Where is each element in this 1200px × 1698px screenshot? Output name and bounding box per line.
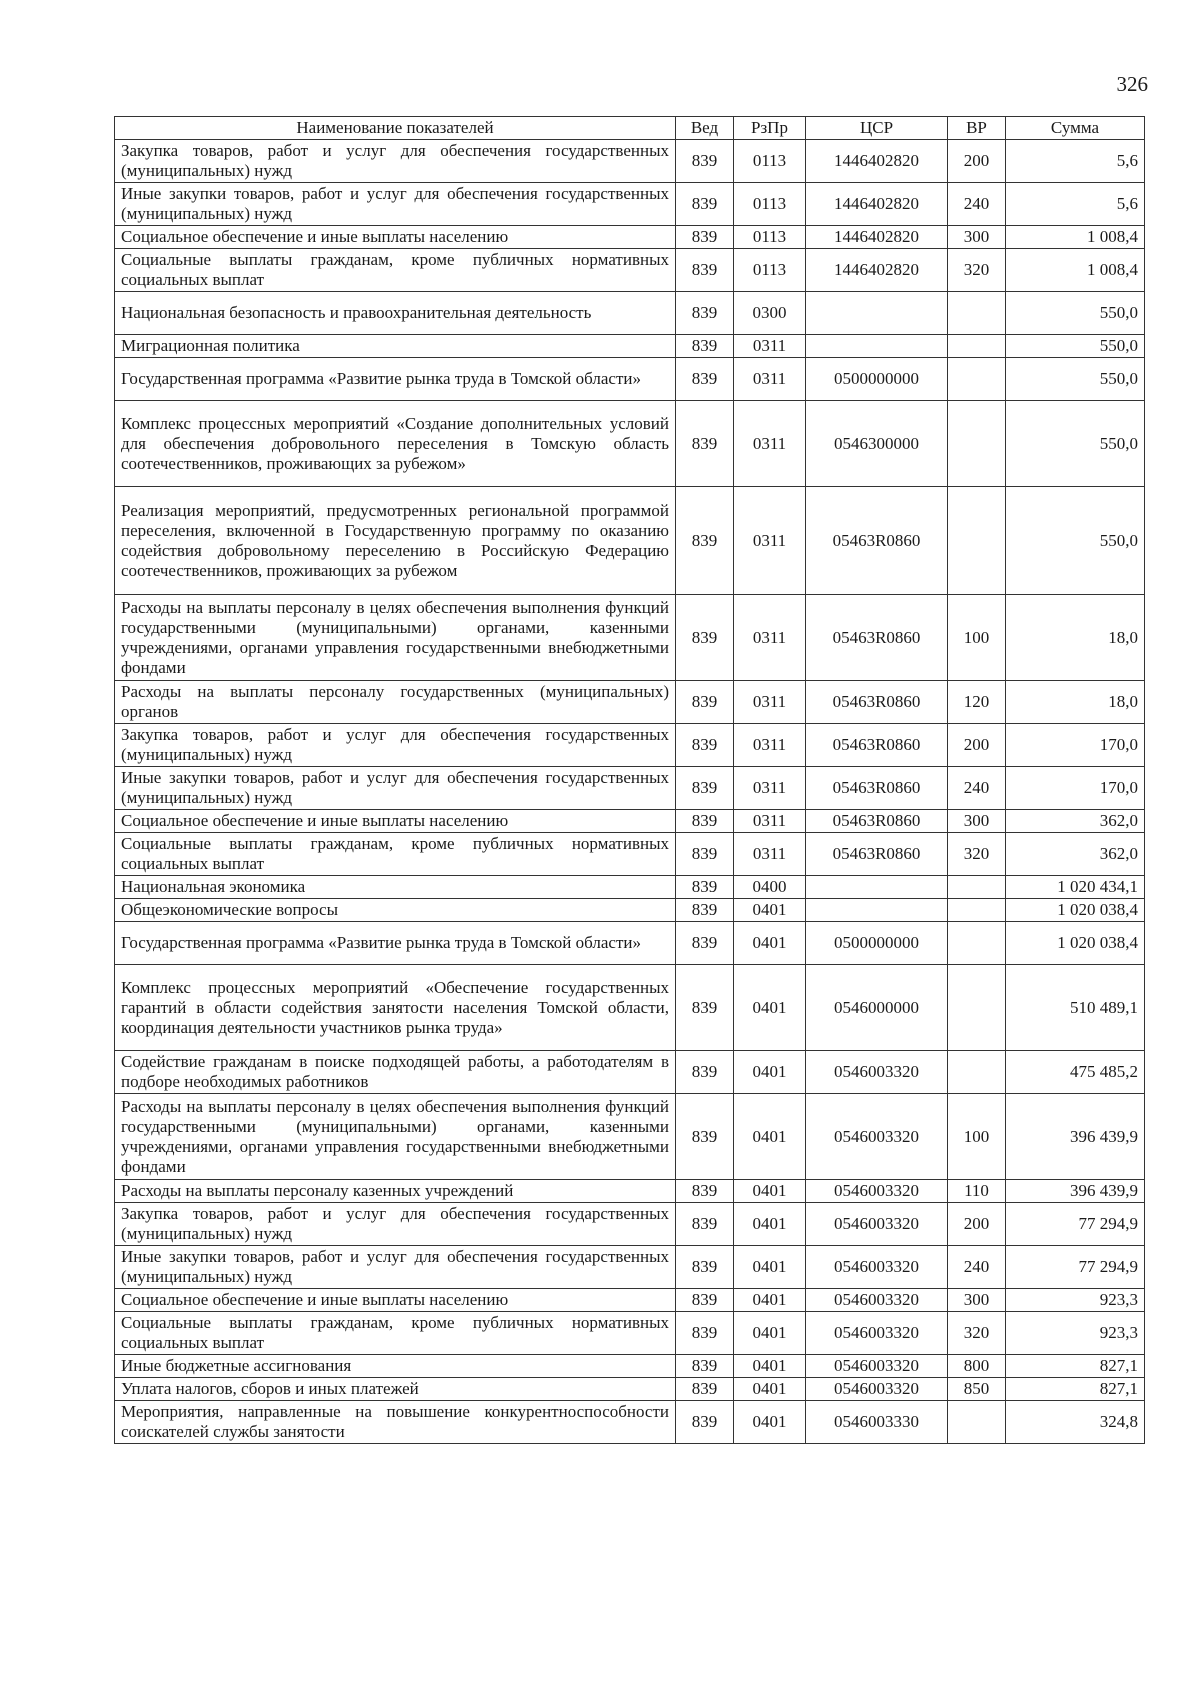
cell-ved: 839 xyxy=(676,1355,734,1378)
table-row xyxy=(115,1180,1145,1203)
page-number: 326 xyxy=(1116,72,1148,96)
cell-rzpr: 0401 xyxy=(734,1355,806,1378)
cell-rzpr: 0400 xyxy=(734,876,806,899)
cell-ved: 839 xyxy=(676,401,734,487)
cell-name: Расходы на выплаты персоналу казенных учреждений xyxy=(115,1180,676,1203)
cell-name: Общеэкономические вопросы xyxy=(115,899,676,922)
table-row xyxy=(115,335,1145,358)
cell-ved: 839 xyxy=(676,183,734,226)
cell-sum: 550,0 xyxy=(1006,335,1145,358)
cell-rzpr: 0401 xyxy=(734,1051,806,1094)
cell-rzpr: 0401 xyxy=(734,1312,806,1355)
cell-sum: 827,1 xyxy=(1006,1378,1145,1401)
table-row xyxy=(115,1378,1145,1401)
table-row xyxy=(115,358,1145,401)
cell-ved: 839 xyxy=(676,833,734,876)
table-row xyxy=(115,876,1145,899)
cell-rzpr: 0401 xyxy=(734,1094,806,1180)
table-row xyxy=(115,767,1145,810)
cell-name: Иные бюджетные ассигнования xyxy=(115,1355,676,1378)
cell-rzpr: 0401 xyxy=(734,922,806,965)
cell-ved: 839 xyxy=(676,876,734,899)
cell-name: Содействие гражданам в поиске подходящей работы, а работодателям в подборе необходимых работников xyxy=(115,1051,676,1094)
cell-ved: 839 xyxy=(676,1289,734,1312)
cell-rzpr: 0113 xyxy=(734,249,806,292)
table-row xyxy=(115,140,1145,183)
table-row xyxy=(115,922,1145,965)
cell-csr: 05463R0860 xyxy=(806,833,948,876)
cell-sum: 5,6 xyxy=(1006,140,1145,183)
cell-vr xyxy=(948,876,1006,899)
cell-name: Расходы на выплаты персоналу в целях обеспечения выполнения функций государственными (муниципальными) органами, казенными учреждениями, органами управления государственными внебюджетными фондами xyxy=(115,1094,676,1180)
cell-sum: 1 020 038,4 xyxy=(1006,899,1145,922)
cell-ved: 839 xyxy=(676,1094,734,1180)
cell-name: Комплекс процессных мероприятий «Создание дополнительных условий для обеспечения добровольного переселения в Томскую область соотечественников, проживающих за рубежом» xyxy=(115,401,676,487)
cell-sum: 77 294,9 xyxy=(1006,1246,1145,1289)
cell-vr: 300 xyxy=(948,226,1006,249)
table-row xyxy=(115,1094,1145,1180)
cell-vr: 240 xyxy=(948,1246,1006,1289)
cell-rzpr: 0401 xyxy=(734,1401,806,1444)
cell-name: Расходы на выплаты персоналу в целях обеспечения выполнения функций государственными (муниципальными) органами, казенными учреждениями, органами управления государственными внебюджетными фондами xyxy=(115,595,676,681)
cell-sum: 5,6 xyxy=(1006,183,1145,226)
cell-name: Закупка товаров, работ и услуг для обеспечения государственных (муниципальных) нужд xyxy=(115,1203,676,1246)
cell-ved: 839 xyxy=(676,1378,734,1401)
cell-ved: 839 xyxy=(676,1312,734,1355)
cell-sum: 18,0 xyxy=(1006,681,1145,724)
cell-vr: 200 xyxy=(948,1203,1006,1246)
cell-ved: 839 xyxy=(676,922,734,965)
cell-ved: 839 xyxy=(676,1246,734,1289)
cell-rzpr: 0401 xyxy=(734,899,806,922)
table-row xyxy=(115,833,1145,876)
cell-rzpr: 0401 xyxy=(734,1246,806,1289)
cell-csr: 0546003320 xyxy=(806,1289,948,1312)
cell-rzpr: 0113 xyxy=(734,183,806,226)
cell-name: Мероприятия, направленные на повышение конкурентноспособности соискателей службы занятости xyxy=(115,1401,676,1444)
cell-csr: 0546003320 xyxy=(806,1378,948,1401)
table-header-row xyxy=(115,117,1145,140)
table-row xyxy=(115,1289,1145,1312)
cell-rzpr: 0300 xyxy=(734,292,806,335)
cell-rzpr: 0311 xyxy=(734,358,806,401)
cell-name: Государственная программа «Развитие рынка труда в Томской области» xyxy=(115,358,676,401)
table-row xyxy=(115,1051,1145,1094)
cell-vr xyxy=(948,922,1006,965)
table-row xyxy=(115,487,1145,595)
cell-vr xyxy=(948,358,1006,401)
cell-csr xyxy=(806,335,948,358)
table-row xyxy=(115,1203,1145,1246)
cell-ved: 839 xyxy=(676,1180,734,1203)
cell-sum: 362,0 xyxy=(1006,833,1145,876)
table-row xyxy=(115,724,1145,767)
cell-rzpr: 0401 xyxy=(734,965,806,1051)
cell-sum: 1 020 038,4 xyxy=(1006,922,1145,965)
header-vr: ВР xyxy=(948,117,1006,140)
cell-vr xyxy=(948,1401,1006,1444)
cell-csr: 0546003320 xyxy=(806,1355,948,1378)
table-row xyxy=(115,292,1145,335)
cell-rzpr: 0311 xyxy=(734,681,806,724)
cell-ved: 839 xyxy=(676,1203,734,1246)
cell-name: Национальная безопасность и правоохранительная деятельность xyxy=(115,292,676,335)
cell-vr xyxy=(948,292,1006,335)
cell-vr xyxy=(948,487,1006,595)
cell-csr: 1446402820 xyxy=(806,183,948,226)
header-csr: ЦСР xyxy=(806,117,948,140)
cell-csr: 1446402820 xyxy=(806,249,948,292)
cell-sum: 170,0 xyxy=(1006,767,1145,810)
cell-ved: 839 xyxy=(676,724,734,767)
cell-csr: 0500000000 xyxy=(806,922,948,965)
cell-sum: 923,3 xyxy=(1006,1312,1145,1355)
table-row xyxy=(115,1312,1145,1355)
cell-rzpr: 0311 xyxy=(734,767,806,810)
cell-name: Иные закупки товаров, работ и услуг для обеспечения государственных (муниципальных) нужд xyxy=(115,183,676,226)
cell-vr: 120 xyxy=(948,681,1006,724)
cell-name: Социальные выплаты гражданам, кроме публичных нормативных социальных выплат xyxy=(115,833,676,876)
cell-sum: 396 439,9 xyxy=(1006,1180,1145,1203)
cell-sum: 1 008,4 xyxy=(1006,226,1145,249)
table-row xyxy=(115,249,1145,292)
cell-vr: 300 xyxy=(948,1289,1006,1312)
cell-sum: 396 439,9 xyxy=(1006,1094,1145,1180)
cell-sum: 510 489,1 xyxy=(1006,965,1145,1051)
cell-rzpr: 0113 xyxy=(734,226,806,249)
table-row xyxy=(115,401,1145,487)
cell-csr: 1446402820 xyxy=(806,140,948,183)
cell-rzpr: 0311 xyxy=(734,595,806,681)
table-row xyxy=(115,1355,1145,1378)
table-row xyxy=(115,681,1145,724)
cell-ved: 839 xyxy=(676,140,734,183)
cell-vr xyxy=(948,965,1006,1051)
cell-vr xyxy=(948,899,1006,922)
cell-name: Социальные выплаты гражданам, кроме публичных нормативных социальных выплат xyxy=(115,249,676,292)
cell-sum: 550,0 xyxy=(1006,401,1145,487)
cell-sum: 923,3 xyxy=(1006,1289,1145,1312)
cell-name: Социальное обеспечение и иные выплаты населению xyxy=(115,810,676,833)
cell-name: Иные закупки товаров, работ и услуг для обеспечения государственных (муниципальных) нужд xyxy=(115,1246,676,1289)
cell-ved: 839 xyxy=(676,595,734,681)
cell-csr: 0546003320 xyxy=(806,1312,948,1355)
cell-rzpr: 0401 xyxy=(734,1289,806,1312)
cell-csr: 0546003320 xyxy=(806,1246,948,1289)
cell-csr: 0546003320 xyxy=(806,1051,948,1094)
cell-csr: 05463R0860 xyxy=(806,681,948,724)
cell-sum: 475 485,2 xyxy=(1006,1051,1145,1094)
cell-csr: 05463R0860 xyxy=(806,487,948,595)
cell-rzpr: 0311 xyxy=(734,335,806,358)
cell-csr xyxy=(806,899,948,922)
cell-sum: 827,1 xyxy=(1006,1355,1145,1378)
cell-rzpr: 0311 xyxy=(734,810,806,833)
cell-sum: 550,0 xyxy=(1006,487,1145,595)
cell-csr: 0546003330 xyxy=(806,1401,948,1444)
cell-sum: 550,0 xyxy=(1006,358,1145,401)
cell-rzpr: 0401 xyxy=(734,1378,806,1401)
cell-vr: 110 xyxy=(948,1180,1006,1203)
table-row xyxy=(115,899,1145,922)
cell-rzpr: 0401 xyxy=(734,1203,806,1246)
cell-name: Миграционная политика xyxy=(115,335,676,358)
cell-vr: 100 xyxy=(948,595,1006,681)
cell-csr: 05463R0860 xyxy=(806,810,948,833)
cell-vr: 240 xyxy=(948,767,1006,810)
header-ved: Вед xyxy=(676,117,734,140)
cell-rzpr: 0311 xyxy=(734,401,806,487)
cell-csr: 05463R0860 xyxy=(806,724,948,767)
cell-sum: 550,0 xyxy=(1006,292,1145,335)
cell-vr: 200 xyxy=(948,140,1006,183)
cell-name: Социальные выплаты гражданам, кроме публичных нормативных социальных выплат xyxy=(115,1312,676,1355)
cell-csr: 0500000000 xyxy=(806,358,948,401)
cell-sum: 170,0 xyxy=(1006,724,1145,767)
cell-ved: 839 xyxy=(676,810,734,833)
table-row xyxy=(115,965,1145,1051)
cell-vr xyxy=(948,1051,1006,1094)
cell-name: Расходы на выплаты персоналу государственных (муниципальных) органов xyxy=(115,681,676,724)
cell-name: Социальное обеспечение и иные выплаты населению xyxy=(115,1289,676,1312)
cell-rzpr: 0311 xyxy=(734,833,806,876)
table-row xyxy=(115,595,1145,681)
cell-ved: 839 xyxy=(676,965,734,1051)
cell-ved: 839 xyxy=(676,1051,734,1094)
cell-csr: 05463R0860 xyxy=(806,767,948,810)
cell-ved: 839 xyxy=(676,358,734,401)
cell-ved: 839 xyxy=(676,899,734,922)
cell-sum: 362,0 xyxy=(1006,810,1145,833)
table-row xyxy=(115,183,1145,226)
cell-ved: 839 xyxy=(676,292,734,335)
cell-name: Национальная экономика xyxy=(115,876,676,899)
cell-sum: 1 008,4 xyxy=(1006,249,1145,292)
cell-name: Уплата налогов, сборов и иных платежей xyxy=(115,1378,676,1401)
cell-vr: 100 xyxy=(948,1094,1006,1180)
cell-csr: 0546300000 xyxy=(806,401,948,487)
cell-rzpr: 0401 xyxy=(734,1180,806,1203)
cell-rzpr: 0311 xyxy=(734,487,806,595)
cell-vr: 240 xyxy=(948,183,1006,226)
cell-name: Закупка товаров, работ и услуг для обеспечения государственных (муниципальных) нужд xyxy=(115,724,676,767)
cell-csr: 0546003320 xyxy=(806,1094,948,1180)
cell-rzpr: 0113 xyxy=(734,140,806,183)
cell-sum: 1 020 434,1 xyxy=(1006,876,1145,899)
cell-vr: 200 xyxy=(948,724,1006,767)
cell-name: Иные закупки товаров, работ и услуг для обеспечения государственных (муниципальных) нужд xyxy=(115,767,676,810)
cell-csr: 1446402820 xyxy=(806,226,948,249)
cell-vr: 320 xyxy=(948,249,1006,292)
cell-name: Закупка товаров, работ и услуг для обеспечения государственных (муниципальных) нужд xyxy=(115,140,676,183)
cell-csr: 05463R0860 xyxy=(806,595,948,681)
cell-ved: 839 xyxy=(676,487,734,595)
cell-vr xyxy=(948,335,1006,358)
cell-name: Комплекс процессных мероприятий «Обеспечение государственных гарантий в области содействия занятости населения Томской области, координация деятельности участников рынка труда» xyxy=(115,965,676,1051)
header-sum: Сумма xyxy=(1006,117,1145,140)
cell-ved: 839 xyxy=(676,249,734,292)
header-rzpr: РзПр xyxy=(734,117,806,140)
table-row xyxy=(115,226,1145,249)
table-row xyxy=(115,1401,1145,1444)
cell-vr: 300 xyxy=(948,810,1006,833)
cell-vr: 320 xyxy=(948,833,1006,876)
cell-csr: 0546000000 xyxy=(806,965,948,1051)
cell-csr xyxy=(806,876,948,899)
cell-csr: 0546003320 xyxy=(806,1203,948,1246)
cell-sum: 18,0 xyxy=(1006,595,1145,681)
cell-vr: 800 xyxy=(948,1355,1006,1378)
cell-name: Реализация мероприятий, предусмотренных региональной программой переселения, включенной в Государственную программу по оказанию содействия добровольному переселению в Российскую Федерацию соотечественников, проживающих за рубежом xyxy=(115,487,676,595)
cell-ved: 839 xyxy=(676,226,734,249)
cell-vr xyxy=(948,401,1006,487)
cell-ved: 839 xyxy=(676,767,734,810)
cell-ved: 839 xyxy=(676,681,734,724)
cell-name: Государственная программа «Развитие рынка труда в Томской области» xyxy=(115,922,676,965)
cell-vr: 320 xyxy=(948,1312,1006,1355)
table-row xyxy=(115,810,1145,833)
table-row xyxy=(115,1246,1145,1289)
cell-ved: 839 xyxy=(676,1401,734,1444)
cell-vr: 850 xyxy=(948,1378,1006,1401)
budget-table xyxy=(114,116,1145,1444)
cell-sum: 324,8 xyxy=(1006,1401,1145,1444)
cell-sum: 77 294,9 xyxy=(1006,1203,1145,1246)
cell-ved: 839 xyxy=(676,335,734,358)
header-name: Наименование показателей xyxy=(115,117,676,140)
cell-rzpr: 0311 xyxy=(734,724,806,767)
cell-csr xyxy=(806,292,948,335)
cell-csr: 0546003320 xyxy=(806,1180,948,1203)
cell-name: Социальное обеспечение и иные выплаты населению xyxy=(115,226,676,249)
